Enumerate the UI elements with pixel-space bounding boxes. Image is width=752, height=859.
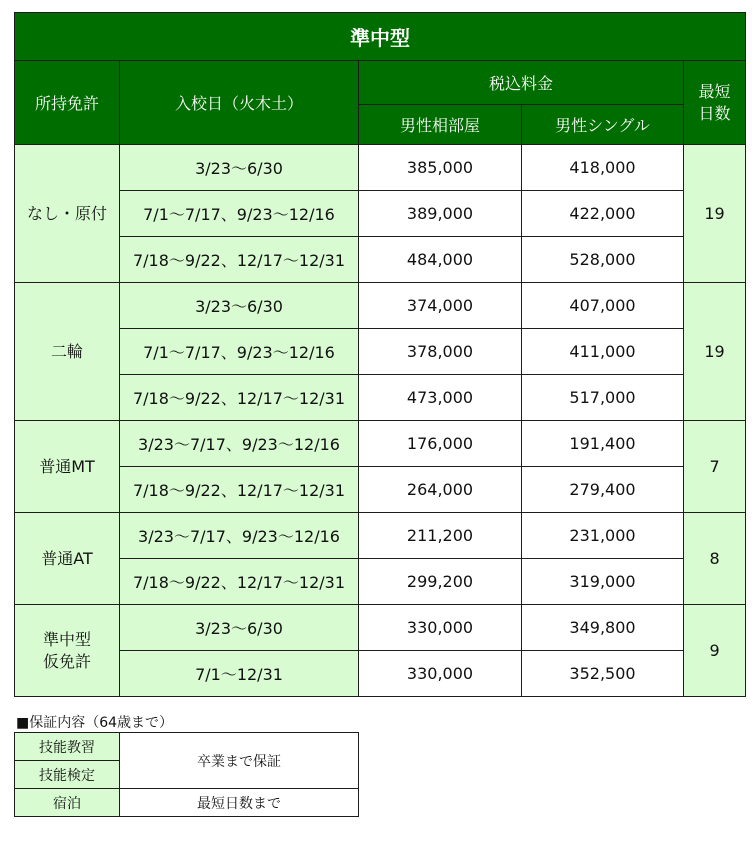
period-cell: 7/1～7/17、9/23～12/16 xyxy=(120,329,359,375)
table-row xyxy=(15,559,746,605)
table-row xyxy=(15,375,746,421)
license-label: 準中型 xyxy=(42,629,91,649)
header-min-days-line1: 最短 xyxy=(698,81,731,101)
guarantee-title: ■保証内容（64歳まで） xyxy=(16,715,174,731)
shared-room-price: 264,000 xyxy=(359,467,522,513)
single-room-price: 191,400 xyxy=(522,421,684,467)
header-license: 所持免許 xyxy=(15,61,120,145)
single-room-price: 517,000 xyxy=(522,375,684,421)
shared-room-price: 378,000 xyxy=(359,329,522,375)
guarantee-value: 最短日数まで xyxy=(120,789,359,817)
header-shared-room: 男性相部屋 xyxy=(359,105,522,145)
table-row xyxy=(15,605,746,651)
shared-room-price: 473,000 xyxy=(359,375,522,421)
shared-room-price: 385,000 xyxy=(359,145,522,191)
min-days-cell: 19 xyxy=(684,145,746,283)
min-days-cell: 8 xyxy=(684,513,746,605)
period-cell: 7/18～9/22、12/17～12/31 xyxy=(120,467,359,513)
header-min-days-line2: 日数 xyxy=(698,103,731,123)
header-min-days xyxy=(684,61,746,145)
shared-room-price: 176,000 xyxy=(359,421,522,467)
period-cell: 7/18～9/22、12/17～12/31 xyxy=(120,375,359,421)
period-cell: 3/23～7/17、9/23～12/16 xyxy=(120,421,359,467)
shared-room-price: 389,000 xyxy=(359,191,522,237)
shared-room-price: 211,200 xyxy=(359,513,522,559)
table-row xyxy=(15,283,746,329)
license-label: 普通AT xyxy=(41,548,93,568)
period-cell: 7/1～12/31 xyxy=(120,651,359,697)
single-room-price: 349,800 xyxy=(522,605,684,651)
period-cell: 3/23～7/17、9/23～12/16 xyxy=(120,513,359,559)
table-row xyxy=(15,651,746,697)
single-room-price: 422,000 xyxy=(522,191,684,237)
single-room-price: 352,500 xyxy=(522,651,684,697)
min-days-cell: 19 xyxy=(684,283,746,421)
min-days-cell: 7 xyxy=(684,421,746,513)
period-cell: 7/1～7/17、9/23～12/16 xyxy=(120,191,359,237)
single-room-price: 231,000 xyxy=(522,513,684,559)
table-row xyxy=(15,513,746,559)
guarantee-label: 技能検定 xyxy=(15,761,120,789)
table-row xyxy=(15,237,746,283)
license-cell xyxy=(15,145,120,283)
price-table xyxy=(14,12,746,697)
period-cell: 3/23～6/30 xyxy=(120,605,359,651)
shared-room-price: 484,000 xyxy=(359,237,522,283)
header-price-group: 税込料金 xyxy=(359,61,684,105)
shared-room-price: 374,000 xyxy=(359,283,522,329)
table-row xyxy=(15,467,746,513)
header-entry-date: 入校日（火木土） xyxy=(120,61,359,145)
table-row xyxy=(15,421,746,467)
guarantee-label: 宿泊 xyxy=(15,789,120,817)
license-label: 普通MT xyxy=(39,456,95,476)
single-room-price: 528,000 xyxy=(522,237,684,283)
license-label: 仮免許 xyxy=(42,651,91,671)
license-label: 二輪 xyxy=(50,341,83,361)
header-single-room: 男性シングル xyxy=(522,105,684,145)
table-row xyxy=(15,191,746,237)
license-label: なし・原付 xyxy=(26,203,107,223)
guarantee-table xyxy=(14,732,359,817)
table-title: 準中型 xyxy=(15,13,746,61)
license-cell xyxy=(15,283,120,421)
license-cell xyxy=(15,513,120,605)
guarantee-value: 卒業まで保証 xyxy=(120,733,359,789)
guarantee-label: 技能教習 xyxy=(15,733,120,761)
single-room-price: 319,000 xyxy=(522,559,684,605)
shared-room-price: 330,000 xyxy=(359,605,522,651)
shared-room-price: 299,200 xyxy=(359,559,522,605)
period-cell: 7/18～9/22、12/17～12/31 xyxy=(120,237,359,283)
table-row xyxy=(15,329,746,375)
single-room-price: 407,000 xyxy=(522,283,684,329)
table-row xyxy=(15,145,746,191)
period-cell: 7/18～9/22、12/17～12/31 xyxy=(120,559,359,605)
period-cell: 3/23～6/30 xyxy=(120,145,359,191)
min-days-cell: 9 xyxy=(684,605,746,697)
license-cell xyxy=(15,421,120,513)
single-room-price: 418,000 xyxy=(522,145,684,191)
shared-room-price: 330,000 xyxy=(359,651,522,697)
single-room-price: 411,000 xyxy=(522,329,684,375)
license-cell xyxy=(15,605,120,697)
single-room-price: 279,400 xyxy=(522,467,684,513)
period-cell: 3/23～6/30 xyxy=(120,283,359,329)
